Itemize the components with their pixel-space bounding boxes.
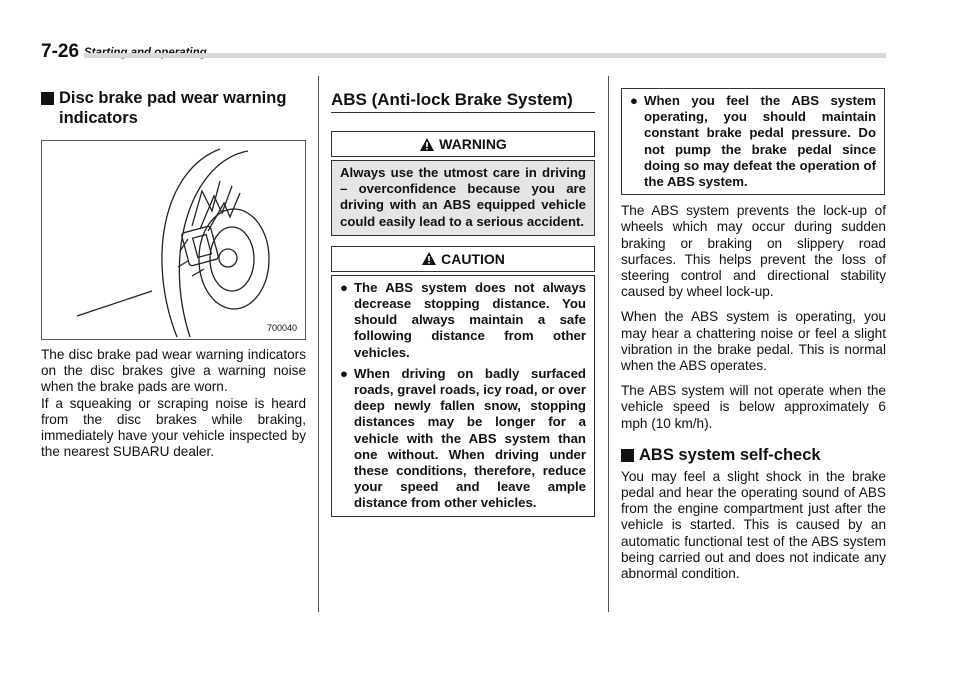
abs-paragraph-3: The ABS system will not operate when the vehicle speed is below approximately 6 mph (10 km/h).: [621, 383, 886, 431]
abs-paragraph-2: When the ABS system is operating, you may hear a chattering noise or feel a slight vibration in the brake pedal. This is normal when the ABS operates.: [621, 309, 886, 374]
bullet-icon: ●: [630, 93, 638, 108]
disc-brake-heading: [41, 88, 306, 128]
abs-heading-rule: [331, 112, 595, 113]
header-rule: [84, 53, 886, 58]
disc-brake-paragraph-1: The disc brake pad wear warning indicators on the disc brakes give a warning noise when the brake pads are worn.: [41, 347, 306, 395]
right-column: [621, 88, 886, 582]
warning-text: Always use the utmost care in driving – overconfidence because you are driving with an ABS equipped vehicle could easily lead to a serious accident.: [340, 165, 586, 229]
bullet-icon: ●: [340, 279, 348, 295]
bullet-icon: ●: [340, 365, 348, 381]
warning-label-box: [331, 131, 595, 157]
square-bullet-icon: [41, 92, 54, 105]
warning-label: WARNING: [439, 136, 507, 152]
column-divider: [608, 76, 609, 612]
caution-item: ● The ABS system does not always decrease stopping distance. You should always maintain a safe following distance from other vehicles.: [340, 279, 586, 360]
column-divider: [318, 76, 319, 612]
self-check-heading: [621, 445, 886, 465]
caution-triangle-icon: [421, 251, 437, 266]
left-column: [41, 88, 306, 460]
heading-text: Disc brake pad wear warning indicators: [59, 89, 287, 127]
middle-column: [331, 89, 595, 517]
caution-text-box: [331, 275, 595, 517]
caution-item: ● When driving on badly surfaced roads, gravel roads, icy road, or over deep newly fallen snow, stopping distances may be longer for a vehicle with the ABS system than one without. When driving under these conditions, therefore, reduce your speed and leave ample distance from other vehicles.: [340, 365, 586, 511]
disc-brake-paragraph-2: If a squeaking or scraping noise is heard from the disc brakes while braking, immediately have your vehicle inspected by the nearest SUBARU dealer.: [41, 395, 306, 460]
warning-text-box: [331, 160, 595, 236]
disc-brake-illustration: [42, 141, 305, 339]
note-list: [630, 93, 876, 190]
note-item: ● When you feel the ABS system operating, you should maintain constant brake pedal pressure. Do not pump the brake pedal since doing so may defeat the operation of the ABS system.: [630, 93, 876, 190]
page-number: 7-26: [41, 41, 80, 62]
caution-label-box: [331, 246, 595, 272]
brake-figure: [41, 140, 306, 340]
caution-list: [340, 280, 586, 512]
square-bullet-icon: [621, 449, 634, 462]
abs-paragraph-1: The ABS system prevents the lock-up of wheels which may occur during sudden braking or braking on slippery road surfaces. This helps prevent the loss of steering control and directional stability caused by wheel lock-up.: [621, 203, 886, 300]
figure-id: 700040: [266, 323, 297, 333]
caution-label: CAUTION: [441, 250, 505, 267]
heading-text: ABS system self-check: [639, 445, 821, 464]
note-box: [621, 88, 885, 195]
self-check-paragraph: You may feel a slight shock in the brake pedal and hear the operating sound of ABS from the engine compartment just after the vehicle is started. This is caused by an automatic functional test of the ABS system being carried out and does not indicate any abnormal condition.: [621, 468, 886, 582]
abs-heading: ABS (Anti-lock Brake System): [331, 90, 573, 109]
warning-triangle-icon: [419, 137, 435, 152]
